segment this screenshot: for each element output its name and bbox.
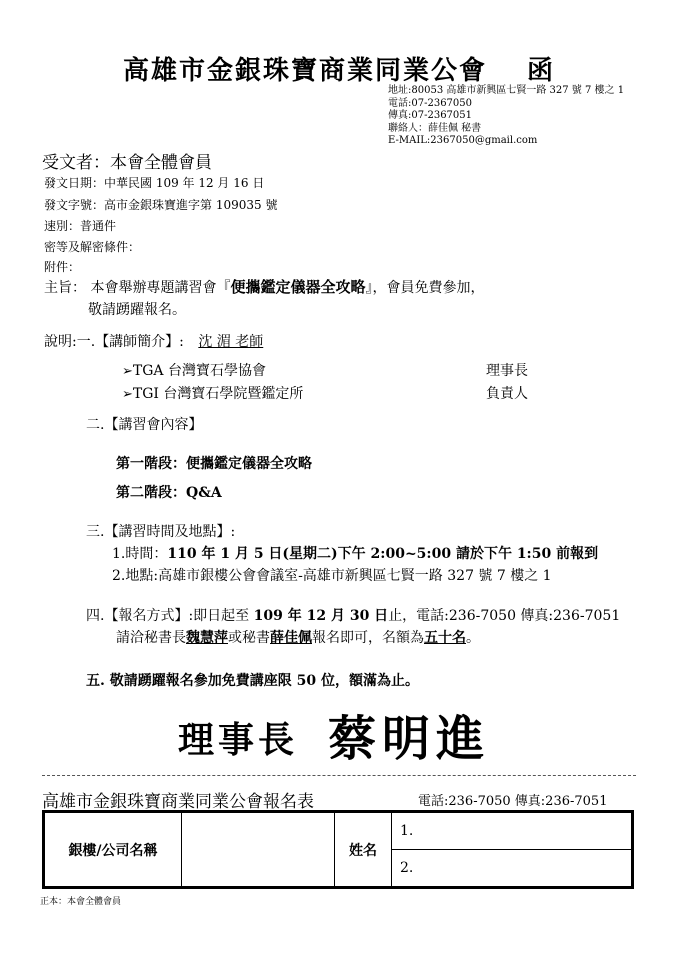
signature-name: 蔡明進 xyxy=(328,711,491,767)
form-title: 高雄市金銀珠寶商業同業公會報名表 xyxy=(42,792,314,812)
footer-copy: 正本：本會全體會員 xyxy=(40,897,122,907)
subject: 主旨： 本會舉辦專題講習會『便攜鑑定儀器全攻略』，會員免費參加， 敬請踴躍報名。 xyxy=(44,278,485,318)
section-5: 五. 敬請踴躍報名參加免費講座限 50 位，額滿為止。 xyxy=(86,673,419,689)
stage-1: 第一階段：便攜鑑定儀器全攻略 xyxy=(116,456,312,472)
cut-line xyxy=(42,775,636,776)
stage-2: 第二階段：Q&A xyxy=(116,485,222,501)
form-phone: 電話:236-7050 傳真:236-7051 xyxy=(418,794,608,809)
role-1-title: 理事長 xyxy=(486,363,528,379)
name-field-2[interactable]: 2. xyxy=(392,850,633,888)
company-label: 銀樓/公司名稱 xyxy=(44,812,182,888)
registration-table xyxy=(42,810,634,889)
arrow-right-icon: ➢ xyxy=(122,387,133,402)
contact-block xyxy=(388,85,624,148)
speed: 速別：普通件 xyxy=(44,219,117,233)
secretary-general-name: 魏慧萍 xyxy=(186,630,228,646)
issue-number: 發文字號：高市金銀珠寶進字第 109035 號 xyxy=(44,198,278,212)
name-label: 姓名 xyxy=(335,812,392,888)
contact-person: 聯絡人：薛佳佩 秘書 xyxy=(388,122,482,134)
contact-address: 地址:80053 高雄市新興區七賢一路 327 號 7 樓之 1 xyxy=(388,85,625,96)
company-field[interactable] xyxy=(182,812,335,888)
attachment: 附件： xyxy=(44,260,81,274)
doc-type: 函 xyxy=(527,56,556,86)
recipient: 受文者：本會全體會員 xyxy=(42,153,212,173)
contact-phone: 電話:07-2367050 xyxy=(388,97,473,109)
section-2-label: 二.【講習會內容】 xyxy=(86,417,203,433)
event-place: 2.地點:高雄市銀樓公會會議室-高雄市新興區七賢一路 327 號 7 樓之 1 xyxy=(112,568,552,584)
contact-fax: 傳真:07-2367051 xyxy=(388,110,473,121)
contact-email: E-MAIL:2367050@gmail.com xyxy=(388,135,538,146)
subject-highlight: 便攜鑑定儀器全攻略 xyxy=(230,278,366,296)
event-time: 1.時間：110 年 1 月 5 日(星期二)下午 2:00~5:00 請於下午 1:50 前報到 xyxy=(112,546,599,562)
secrecy: 密等及解密條件： xyxy=(44,240,141,254)
quota: 五十名 xyxy=(424,630,466,646)
name-field-1[interactable]: 1. xyxy=(392,812,633,850)
role-2-title: 負責人 xyxy=(486,386,528,402)
signature-title: 理事長 xyxy=(178,719,299,761)
issue-date: 發文日期：中華民國 109 年 12 月 16 日 xyxy=(44,176,265,190)
role-2: ➢TGI 台灣寶石學院暨鑑定所 xyxy=(122,386,304,402)
org-title: 高雄市金銀珠寶商業同業公會 函 xyxy=(122,56,556,86)
lecturer-name: 沈 湄 老師 xyxy=(198,334,264,350)
section-4-line-2: 請洽秘書長魏慧萍或秘書薛佳佩報名即可，名額為五十名。 xyxy=(116,630,480,646)
role-1: ➢TGA 台灣寶石學協會 xyxy=(122,363,266,379)
arrow-right-icon: ➢ xyxy=(122,364,133,379)
section-3-label: 三.【講習時間及地點】: xyxy=(86,524,236,540)
secretary-name: 薛佳佩 xyxy=(270,630,312,646)
section-4-line-1: 四.【報名方式】:即日起至 109 年 12 月 30 日止，電話:236-7050 傳真:236-7051 xyxy=(86,608,621,624)
section-1-label: 說明:一.【講師簡介】: 沈 湄 老師 xyxy=(44,334,264,350)
